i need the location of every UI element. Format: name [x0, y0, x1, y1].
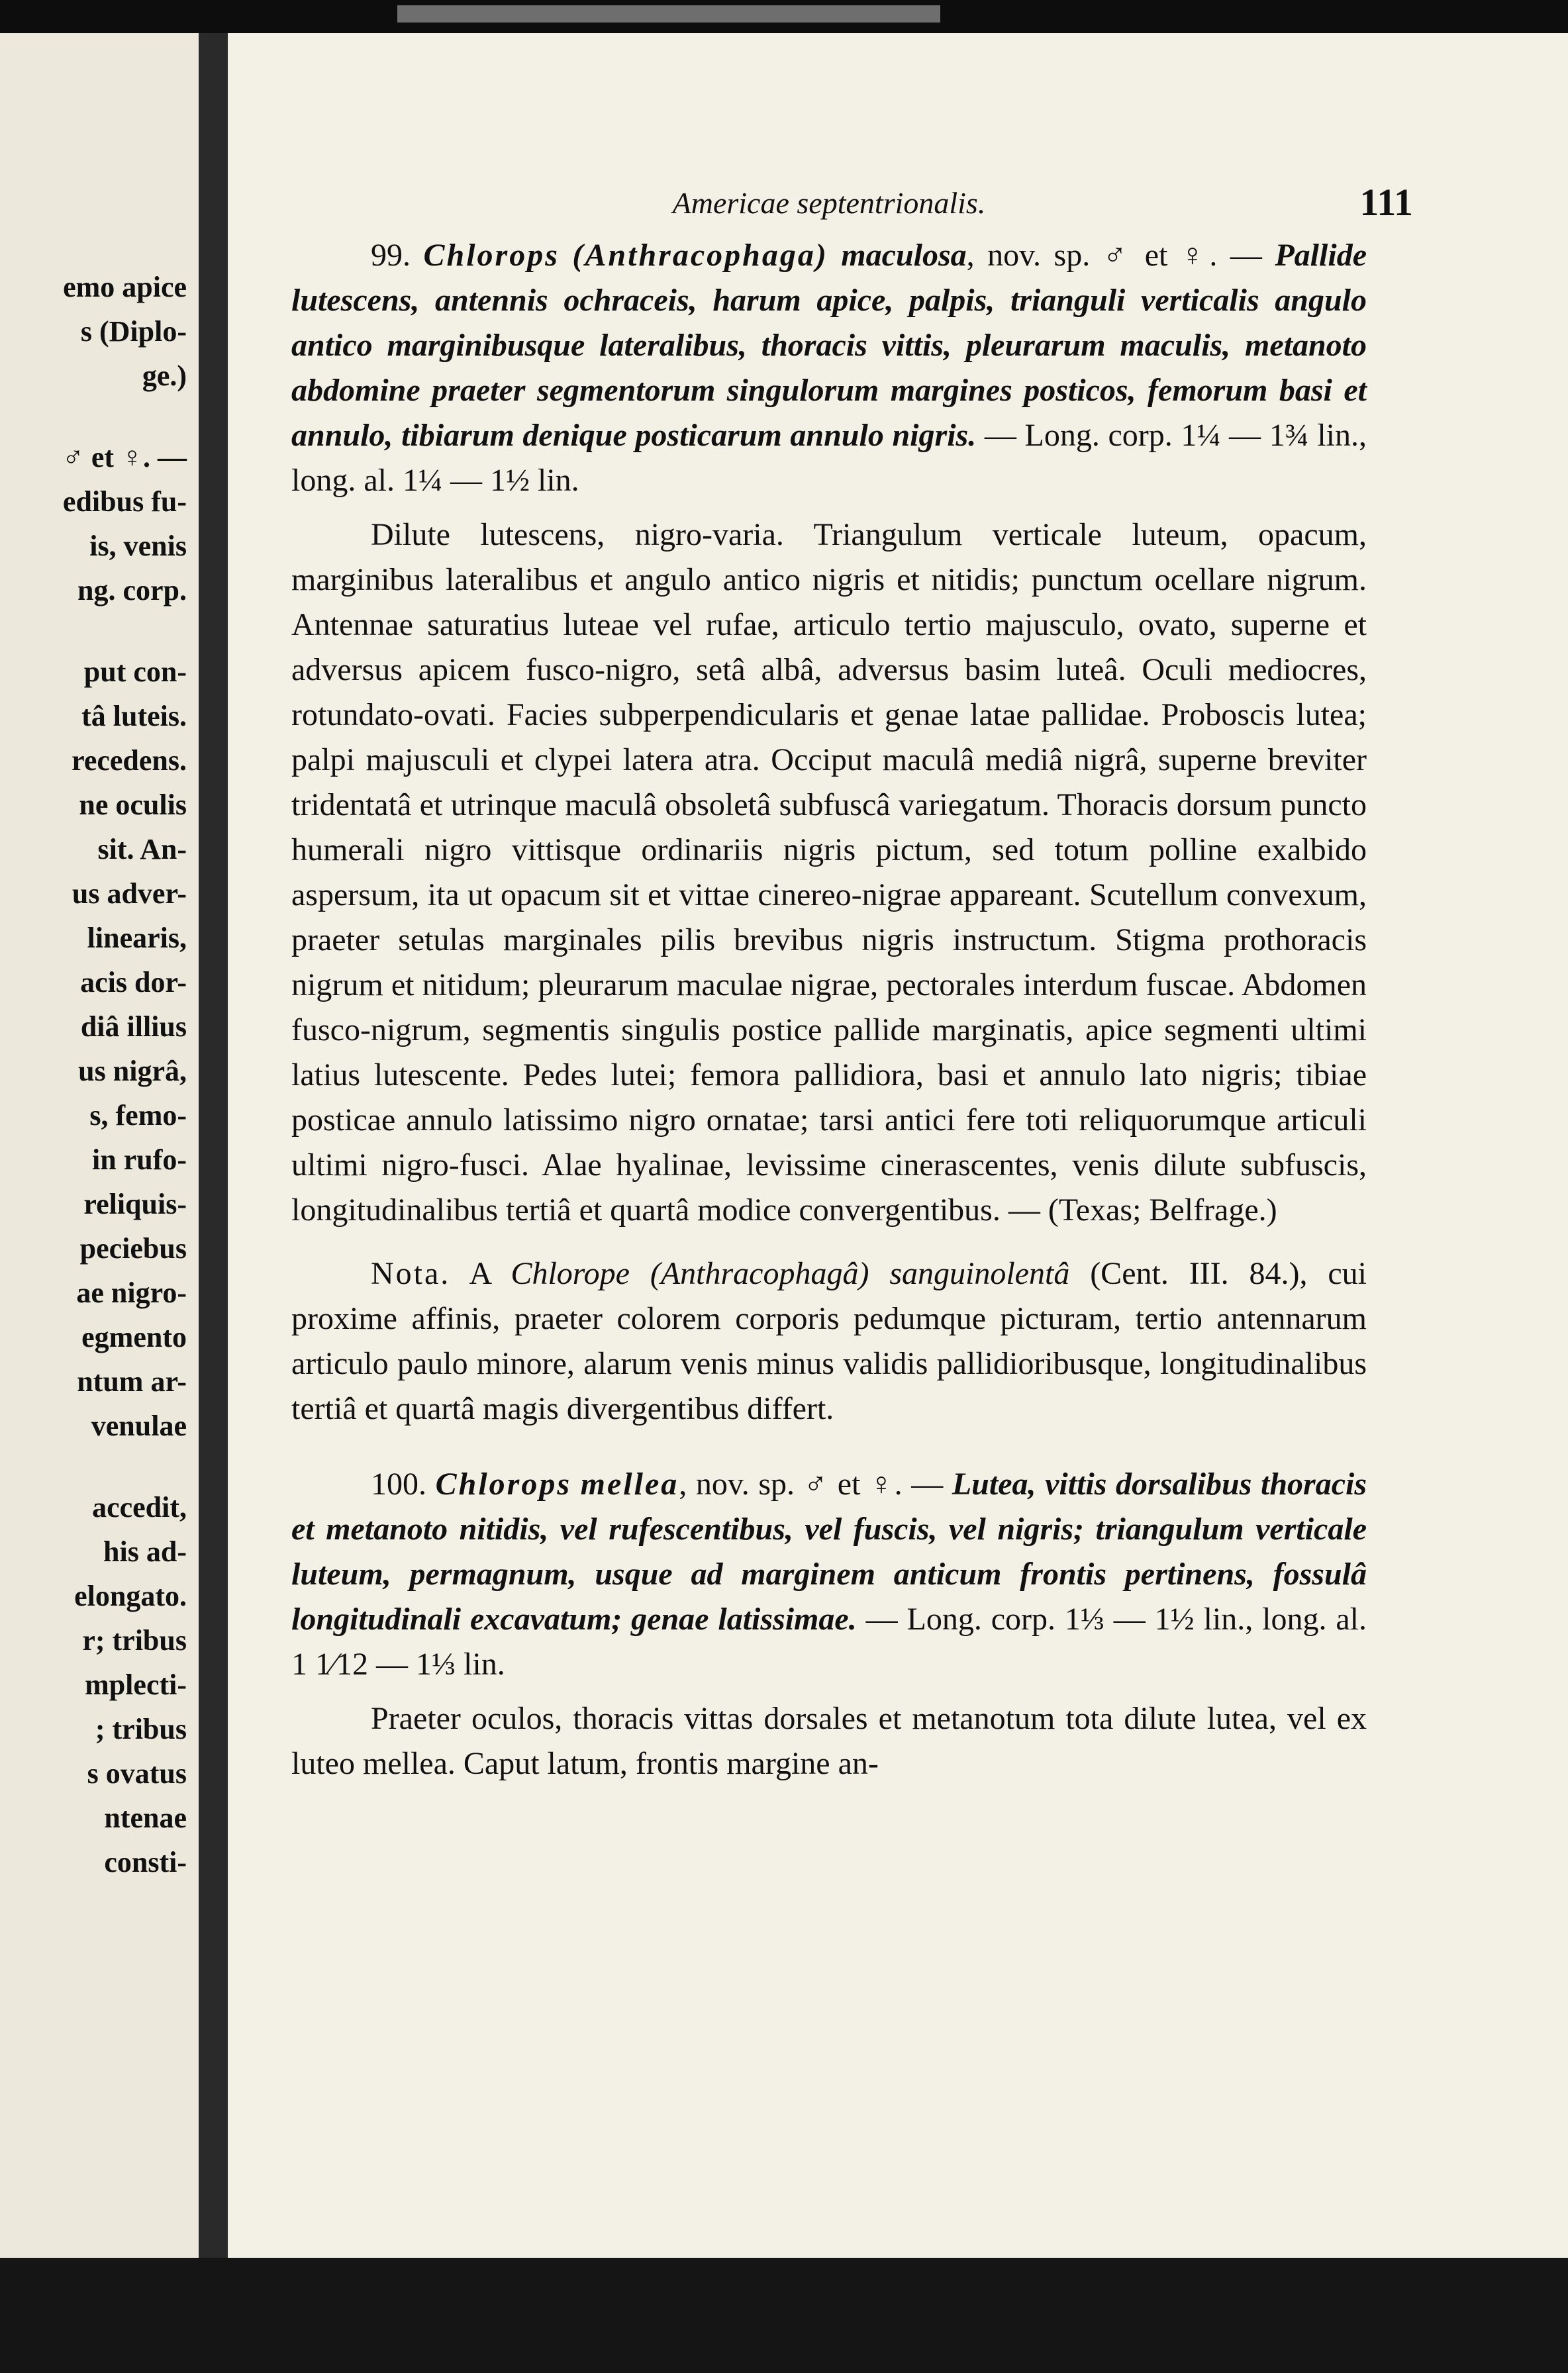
species-100-measurements: — Long. corp. 1⅓ — 1½ lin., long. al. 1 1⁄12 — 1⅓ lin. [291, 1602, 1367, 1682]
previous-page-line: ng. corp. [77, 574, 187, 606]
previous-page-line: us adver- [72, 877, 187, 910]
previous-page-line: s ovatus [87, 1757, 187, 1790]
nota-label: Nota. [371, 1256, 451, 1291]
nota-reference: Chlorope (Anthracophagâ) sanguinolentâ [511, 1256, 1070, 1291]
scan-top-strip [397, 5, 940, 23]
previous-page-line: reliquis- [83, 1188, 187, 1220]
species-99-status: , nov. sp. ♂ et ♀. — [966, 238, 1262, 273]
previous-page-line: diâ illius [80, 1010, 187, 1043]
previous-page-line: recedens. [72, 744, 187, 777]
previous-page-line: ne oculis [79, 789, 187, 821]
species-100-genus: Chlorops [435, 1467, 572, 1502]
previous-page-line: sit. An- [97, 833, 187, 865]
previous-page-line: linearis, [87, 922, 187, 954]
book-gutter [199, 33, 228, 2278]
species-99-number: 99. [371, 238, 411, 273]
species-100-number: 100. [371, 1467, 426, 1502]
species-100-description: Praeter oculos, thoracis vittas dorsales et metanotum tota dilute lutea, vel ex luteo mellea. Caput latum, frontis margine an- [291, 1701, 1367, 1781]
page-content [291, 180, 1413, 1786]
previous-page-text [62, 265, 187, 1884]
species-99-diagnosis [291, 233, 1367, 503]
previous-page-line: accedit, [92, 1491, 187, 1524]
previous-page-line: r; tribus [82, 1624, 187, 1657]
previous-page-line: ; tribus [95, 1713, 187, 1745]
page-header [291, 180, 1413, 233]
previous-page-line: us nigrâ, [78, 1055, 187, 1087]
species-100-diagnosis-text: Lutea, vittis dorsalibus thoracis et metanoto nitidis, vel rufescentibus, vel fuscis, vel nigris; triangulum verticale luteum, permagnum, usque ad marginem anticum frontis pertinens, fossulâ longitudinali excavatum; genae latissimae. [291, 1467, 1367, 1637]
page-number: 111 [1359, 181, 1413, 224]
previous-page-line: emo apice [63, 271, 187, 303]
previous-page-line: venulae [91, 1410, 187, 1442]
species-100-diagnosis [291, 1462, 1367, 1687]
previous-page-line: s (Diplo- [80, 315, 187, 348]
species-99-genus: Chlorops [423, 238, 560, 273]
nota-pre: A [469, 1256, 491, 1291]
species-100-status: , nov. sp. ♂ et ♀. — [679, 1467, 944, 1502]
previous-page-line: ♂ et ♀. — [62, 441, 187, 473]
species-99-measurements: — Long. corp. 1¼ — 1¾ lin., long. al. 1¼ — 1½ lin. [291, 418, 1367, 498]
species-99-subgenus: (Anthracophaga) [572, 238, 828, 273]
species-100-epithet: mellea [580, 1467, 679, 1502]
previous-page-line: consti- [104, 1846, 187, 1878]
nota-paragraph [291, 1251, 1367, 1431]
previous-page-line: egmento [81, 1321, 187, 1353]
previous-page-line: acis dor- [80, 966, 187, 998]
species-99-diagnosis-text: Pallide lutescens, antennis ochraceis, harum apice, palpis, trianguli verticalis angulo antico marginibusque lateralibus, thoracis vittis, pleurarum maculis, metanoto abdomine praeter segmentorum singulorum margines posticos, femorum basi et annulo, tibiarum denique posticarum annulo nigris. [291, 238, 1367, 453]
previous-page-line: ntum ar- [77, 1365, 187, 1398]
previous-page-line: ge.) [142, 360, 187, 392]
previous-page-line: peciebus [79, 1232, 187, 1265]
book-page [228, 33, 1568, 2258]
previous-page-line: tâ luteis. [81, 700, 187, 732]
previous-page-line: mplecti- [85, 1669, 187, 1701]
previous-page-line: edibus fu- [62, 485, 187, 518]
running-title: Americae septentrionalis. [672, 186, 986, 220]
previous-page-line: in rufo- [92, 1143, 187, 1176]
previous-page-line: his ad- [103, 1535, 187, 1568]
species-99-epithet: maculosa [841, 238, 967, 273]
previous-page-edge [0, 33, 199, 2278]
previous-page-line: ae nigro- [76, 1277, 187, 1309]
previous-page-line: put con- [83, 655, 187, 688]
previous-page-line: elongato. [74, 1580, 187, 1612]
scan-bottom-border [0, 2258, 1568, 2373]
previous-page-line: s, femo- [89, 1099, 187, 1132]
previous-page-line: ntenae [104, 1802, 187, 1834]
nota-text: (Cent. III. 84.), cui proxime affinis, praeter colorem corporis pedumque picturam, tertio antennarum articulo paulo minore, alarum venis minus validis pallidioribusque, longitudinalibus tertiâ et quartâ magis divergentibus differt. [291, 1256, 1367, 1426]
previous-page-line: is, venis [89, 530, 187, 562]
species-99-description: Dilute lutescens, nigro-varia. Triangulum verticale luteum, opacum, marginibus lateralibus et angulo antico nigris et nitidis; punctum ocellare nigrum. Antennae saturatius luteae vel rufae, articulo tertio majusculo, ovato, superne et adversus apicem fusco-nigro, setâ albâ, adversus basim luteâ. Oculi mediocres, rotundato-ovati. Facies subperpendicularis et genae latae pallidae. Proboscis lutea; palpi majusculi et clypei latera atra. Occiput maculâ mediâ nigrâ, superne breviter tridentatâ et utrinque maculâ obsoletâ subfuscâ variegatum. Thoracis dorsum puncto humerali nigro vittisque ordinariis nigris pictum, sed totum polline exalbido aspersum, ita ut opacum sit et vittae cinereo-nigrae appareant. Scutellum convexum, praeter setulas marginales pilis brevibus nigris instructum. Stigma prothoracis nigrum et nitidum; pleurarum maculae nigrae, pectorales interdum fuscae. Abdomen fusco-nigrum, segmentis singulis postice pallide marginatis, apice segmenti ultimi latius lutescente. Pedes lutei; femora pallidiora, basi et annulo lato nigris; tibiae posticae annulo latissimo nigro ornatae; tarsi antici fere toti reliquorumque articuli ultimi nigro-fusci. Alae hyalinae, levissime cinerascentes, venis dilute subfuscis, longitudinalibus tertiâ et quartâ modice convergentibus. — (Texas; Belfrage.) [291, 517, 1367, 1228]
